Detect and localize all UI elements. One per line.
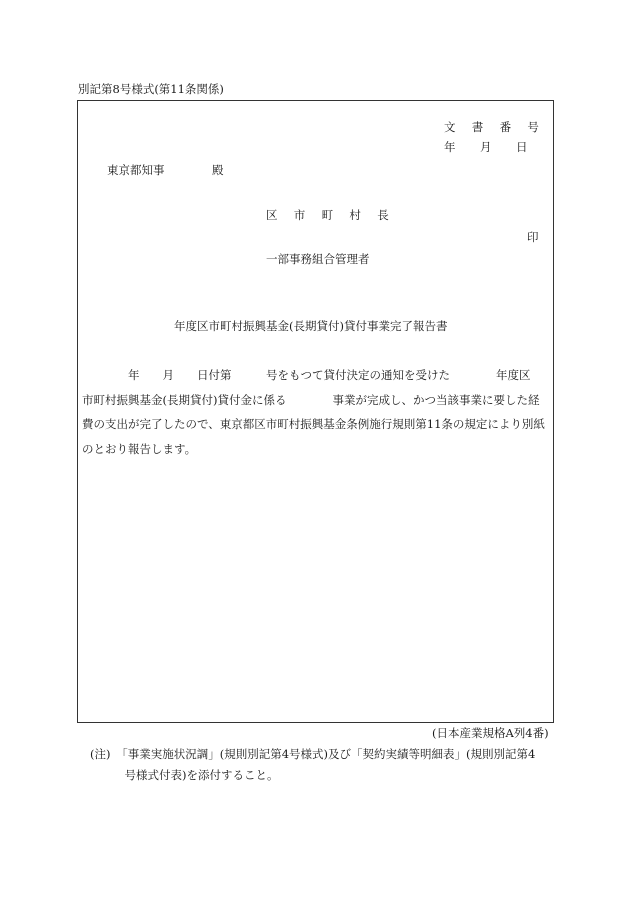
body-line: 費の支出が完了したので、東京都区市町村振興基金条例施行規則第11条の規定により別紙 bbox=[82, 417, 545, 431]
document-number-label: 文 書 番 号 bbox=[444, 120, 546, 134]
date-year-label: 年 bbox=[444, 140, 456, 154]
footnote bbox=[90, 744, 560, 786]
addressee-honorific: 殿 bbox=[212, 163, 224, 177]
body-line: 年 月 日付第 号をもつて貸付決定の通知を受けた 年度区 bbox=[82, 368, 531, 382]
sender-title: 区 市 町 村 長 bbox=[266, 208, 396, 222]
date-month-label: 月 bbox=[480, 140, 492, 154]
footnote-line: (注) 「事業実施状況調」(規則別記第4号様式)及び「契約実績等明細表」(規則別記第4 bbox=[90, 747, 536, 761]
form-label: 別記第8号様式(第11条関係) bbox=[78, 82, 224, 96]
report-body bbox=[82, 363, 552, 461]
document-title: 年度区市町村振興基金(長期貸付)貸付事業完了報告書 bbox=[174, 319, 448, 333]
body-line: のとおり報告します。 bbox=[82, 441, 197, 456]
seal-mark: 印 bbox=[527, 230, 539, 244]
footnote-line: 号様式付表)を添付すること。 bbox=[90, 768, 279, 782]
sender-alt-title: 一部事務組合管理者 bbox=[266, 252, 370, 266]
body-line: 市町村振興基金(長期貸付)貸付金に係る 事業が完成し、かつ当該事業に要した経 bbox=[82, 392, 540, 407]
addressee-name: 東京都知事 bbox=[107, 163, 165, 177]
date-day-label: 日 bbox=[516, 140, 528, 154]
paper-size-note: (日本産業規格A列4番) bbox=[432, 726, 549, 740]
